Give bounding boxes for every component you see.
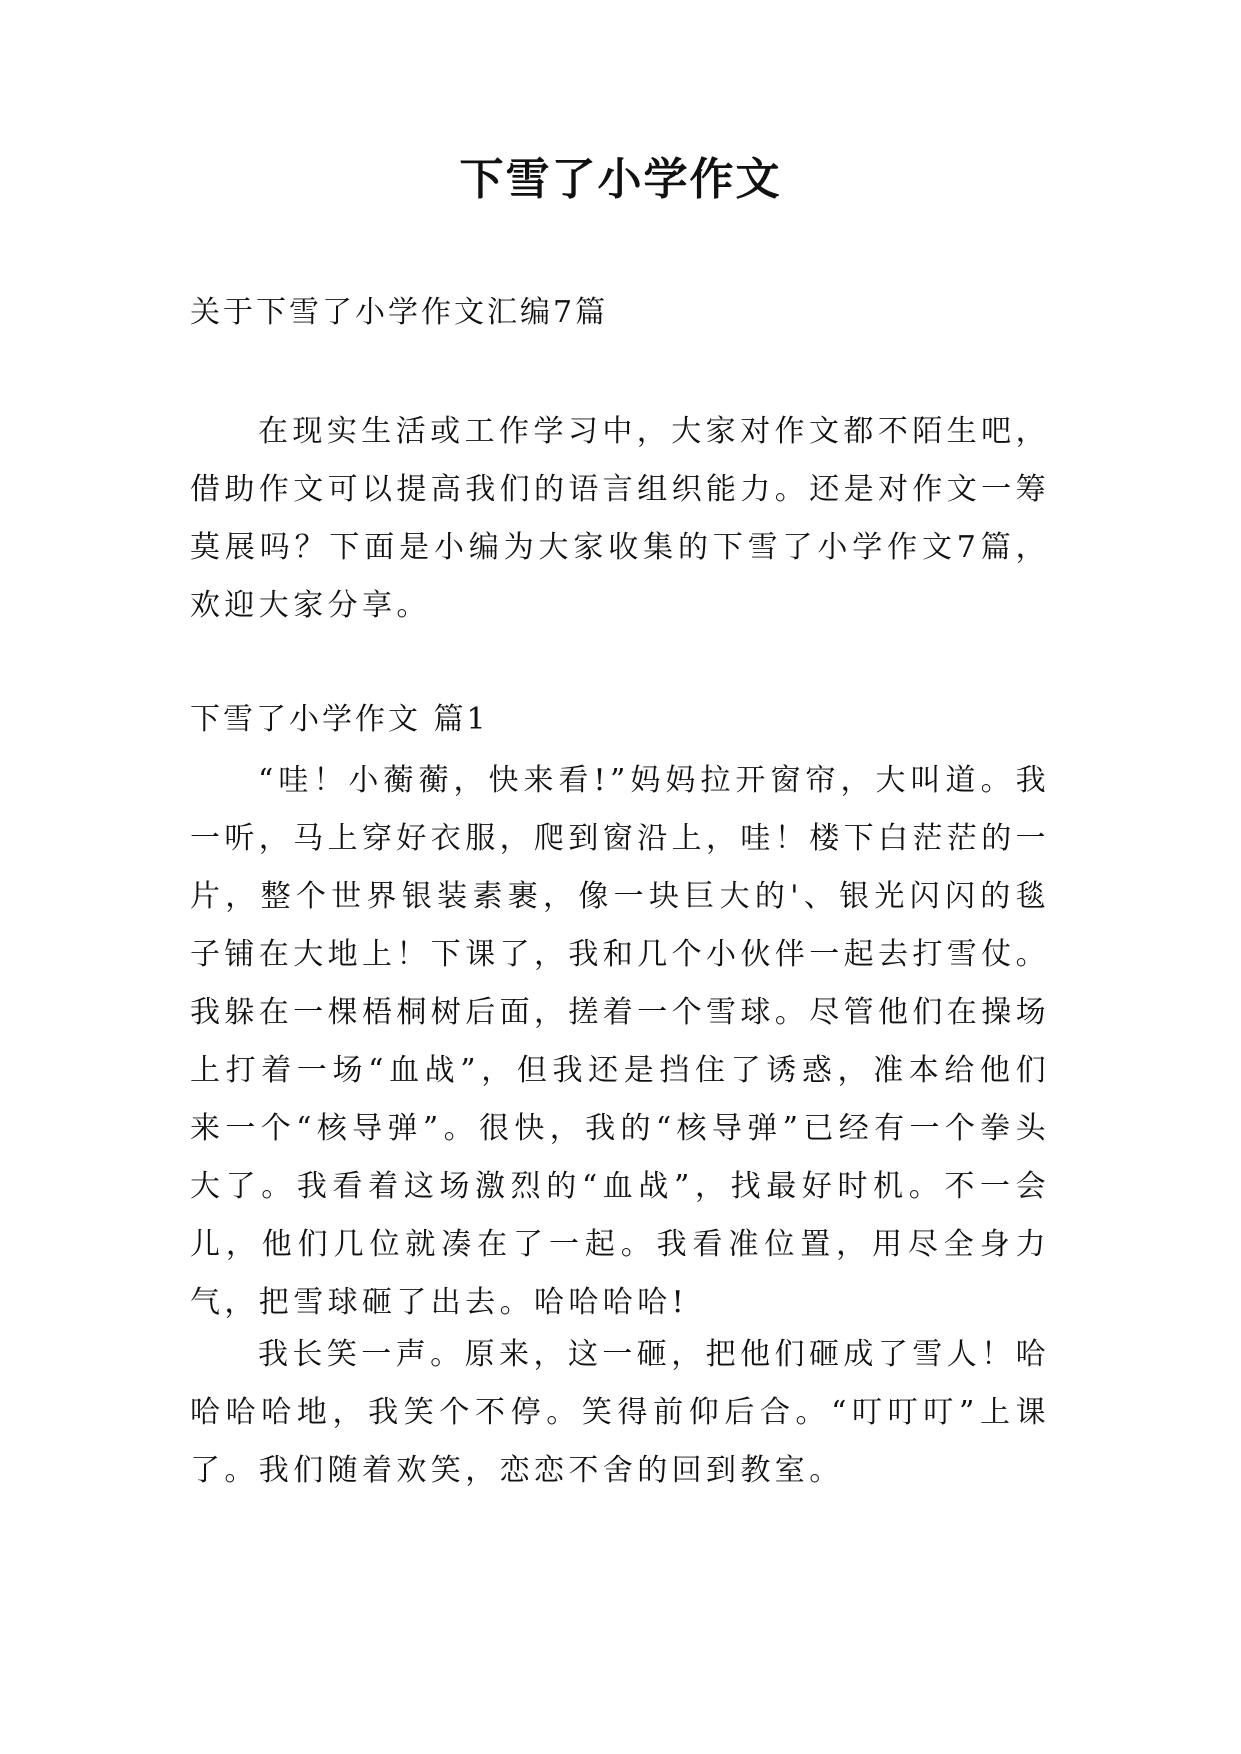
body-paragraph-2: 我长笑一声。原来，这一砸，把他们砸成了雪人！哈哈哈哈地，我笑个不停。笑得前仰后合。“叮叮叮”上课了。我们随着欢笑，恋恋不舍的回到教室。 [190, 1337, 1050, 1488]
document-title: 下雪了小学作文 [459, 154, 782, 205]
section-heading: 下雪了小学作文 篇1 [190, 702, 489, 737]
body-paragraph-1: “哇！小蘅蘅，快来看!”妈妈拉开窗帘，大叫道。我一听，马上穿好衣服，爬到窗沿上，哇！楼下白茫茫的一片，整个世界银装素裹，像一块巨大的'、银光闪闪的毯子铺在大地上！下课了，我和几个小伙伴一起去打雪仗。我躲在一棵梧桐树后面，搓着一个雪球。尽管他们在操场上打着一场“血战”，但我还是挡住了诱惑，准本给他们来一个“核导弹”。很快，我的“核导弹”已经有一个拳头大了。我看着这场激烈的“血战”，找最好时机。不一会儿，他们几位就凑在了一起。我看准位置，用尽全身力气，把雪球砸了出去。哈哈哈哈! [190, 763, 1050, 1320]
document-subtitle: 关于下雪了小学作文汇编7篇 [190, 295, 609, 330]
intro-paragraph: 在现实生活或工作学习中，大家对作文都不陌生吧，借助作文可以提高我们的语言组织能力。还是对作文一筹莫展吗？下面是小编为大家收集的下雪了小学作文7篇，欢迎大家分享。 [190, 414, 1050, 623]
